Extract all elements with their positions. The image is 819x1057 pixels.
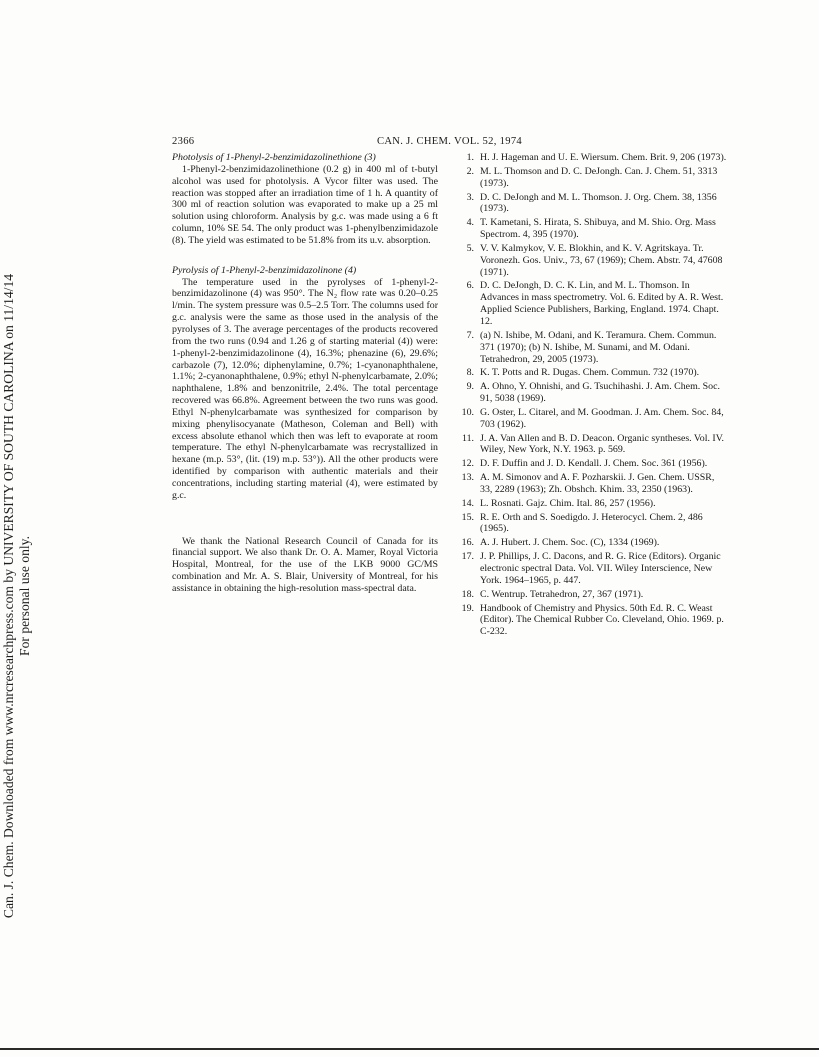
reference-text: A. Ohno, Y. Ohnishi, and G. Tsuchihashi. J. Am. Chem. Soc. 91, 5038 (1969). [480, 381, 720, 405]
reference-number: 6. [466, 280, 474, 292]
reference-item [456, 551, 728, 587]
reference-text: D. C. DeJongh, D. C. K. Lin, and M. L. Thomson. In Advances in mass spectrometry. Vol. 6. Edited by A. R. West. Applied Science Publishers, Barking, England. 1974. Chapt. 12. [480, 280, 724, 327]
reference-text: (a) N. Ishibe, M. Odani, and K. Teramura. Chem. Commun. 371 (1970); (b) N. Ishibe, M. Sunami, and M. Odani. Tetrahedron, 29, 2005 (1973). [480, 329, 717, 365]
reference-item [456, 603, 728, 639]
reference-item [456, 458, 728, 470]
reference-text: K. T. Potts and R. Dugas. Chem. Commun. 732 (1970). [480, 367, 700, 379]
reference-text: H. J. Hageman and U. E. Wiersum. Chem. Brit. 9, 206 (1973). [480, 152, 727, 163]
reference-text: J. P. Phillips, J. C. Dacons, and R. G. Rice (Editors). Organic electronic spectral Data. Vol. VII. Wiley Interscience, New York. 1964–1965, p. 447. [480, 551, 721, 586]
reference-number: 11. [462, 432, 474, 444]
page-number: 2366 [172, 136, 195, 147]
scan-edge-line [0, 1048, 819, 1050]
reference-item [456, 537, 728, 549]
download-notice-line2: For personal use only. [17, 536, 32, 656]
reference-item [456, 512, 728, 536]
reference-item [456, 280, 728, 327]
reference-number: 9. [466, 381, 474, 393]
reference-text: G. Oster, L. Citarel, and M. Goodman. J. Am. Chem. Soc. 84, 703 (1962). [480, 406, 724, 430]
reference-text: T. Kametani, S. Hirata, S. Shibuya, and M. Shio. Org. Mass Spectrom. 4, 395 (1970). [480, 217, 716, 241]
reference-text: D. C. DeJongh and M. L. Thomson. J. Org. Chem. 38, 1356 (1973). [480, 191, 717, 215]
download-notice [1, 166, 35, 1026]
reference-item [456, 217, 728, 241]
reference-text: R. E. Orth and S. Soedigdo. J. Heterocycl. Chem. 2, 486 (1965). [480, 511, 703, 535]
reference-item [456, 330, 728, 366]
reference-item [456, 472, 728, 496]
left-column [172, 152, 438, 595]
reference-item [456, 192, 728, 216]
download-notice-line1: Can. J. Chem. Downloaded from www.nrcresearchpress.com by UNIVERSITY OF SOUTH CAROLINA on 11/14/14 [1, 273, 16, 919]
reference-text: D. F. Duffin and J. D. Kendall. J. Chem. Soc. 361 (1956). [480, 458, 708, 470]
paragraph-acknowledgement: We thank the National Research Council of Canada for its financial support. We also thank Dr. O. A. Mamer, Royal Victoria Hospital, Montreal, for the use of the LKB 9000 GC/MS combination and Mr. A. S. Blair, University of Montreal, for his assistance in obtaining the high-resolution mass-spectral data. [172, 535, 438, 594]
reference-item [456, 498, 728, 510]
reference-number: 3. [466, 191, 474, 203]
reference-item [456, 243, 728, 279]
running-header [172, 136, 727, 152]
reference-text: C. Wentrup. Tetrahedron, 27, 367 (1971). [480, 588, 644, 600]
references-list [456, 152, 728, 640]
reference-item [456, 152, 728, 164]
reference-text: V. V. Kalmykov, V. E. Blokhin, and K. V. Agritskaya. Tr. Voronezh. Gos. Univ., 73, 67 (1969); Chem. Abstr. 74, 47608 (1971). [480, 242, 723, 278]
section-heading-photolysis: Photolysis of 1-Phenyl-2-benzimidazolinethione (3) [172, 152, 376, 163]
reference-item [456, 381, 728, 405]
reference-item [456, 433, 728, 457]
reference-number: 17. [461, 551, 474, 563]
reference-text: A. J. Hubert. J. Chem. Soc. (C), 1334 (1969). [480, 537, 660, 549]
reference-item [456, 407, 728, 431]
reference-number: 5. [466, 242, 474, 254]
journal-citation: CAN. J. CHEM. VOL. 52, 1974 [376, 136, 523, 147]
paragraph-pyrolysis: The temperature used in the pyrolyses of 1-phenyl-2-benzimidazolinone (4) was 950°. The N₂ flow rate was 0.20–0.25 l/min. The system pressure was 0.5–2.5 Torr. The columns used for g.c. analysis were the same as those used in the analysis of the pyrolyses of 3. The average percentages of the products recovered from the two runs (0.94 and 1.26 g of starting material (4)) were: 1-phenyl-2-benzimidazolinone (4), 16.3%; phenazine (6), 29.6%; carbazole (7), 12.0%; diphenylamine, 0.7%; 1-cyanonaphthalene, 1.1%; 2-cyanonaphthalene, 0.9%; ethyl N-phenylcarbamate, 2.0%; naphthalene, 1.8% and benzonitrile, 2.4%. The total percentage recovered was 66.8%. Agreement between the two runs was good. Ethyl N-phenylcarbamate was synthesized for comparison by mixing phenylisocyanate (Matheson, Coleman and Bell) with excess absolute ethanol which then was left to evaporate at room temperature. The ethyl N-phenylcarbamate was recrystallized in hexane (m.p. 53°, (lit. (19) m.p. 53°)). All the other products were identified by comparison with authentic materials and their concentrations, including starting material (4), were estimated by g.c. [172, 276, 438, 501]
reference-number: 10. [461, 406, 474, 418]
reference-number: 15. [461, 511, 474, 523]
reference-text: A. M. Simonov and A. F. Pozharskii. J. Gen. Chem. USSR, 33, 2289 (1963); Zh. Obshch. Khim. 33, 2350 (1963). [480, 472, 715, 495]
reference-number: 18. [461, 588, 474, 600]
reference-item [456, 367, 728, 379]
reference-number: 13. [461, 472, 474, 484]
section-heading-pyrolysis: Pyrolysis of 1-Phenyl-2-benzimidazolinone (4) [172, 264, 357, 276]
reference-number: 14. [461, 497, 474, 509]
paragraph-photolysis: 1-Phenyl-2-benzimidazolinethione (0.2 g) in 400 ml of t-butyl alcohol was used for photolysis. A Vycor filter was used. The reaction was stopped after an irradiation time of 1 h. A quantity of 300 ml of reaction solution was evaporated to make up a 25 ml solution using chloroform. Analysis by g.c. was made using a 6 ft column, 10% SE 54. The only product was 1-phenylbenzimidazole (8). The yield was estimated to be 51.8% from its u.v. absorption. [172, 163, 438, 246]
reference-number: 8. [466, 367, 474, 379]
reference-text: L. Rosnati. Gajz. Chim. Ital. 86, 257 (1956). [480, 497, 656, 509]
reference-number: 1. [466, 152, 474, 163]
reference-item [456, 166, 728, 190]
reference-text: Handbook of Chemistry and Physics. 50th Ed. R. C. Weast (Editor). The Chemical Rubber Co. Cleveland, Ohio. 1969. p. C-232. [480, 602, 724, 638]
reference-number: 4. [466, 217, 474, 229]
reference-number: 16. [461, 537, 474, 549]
reference-number: 2. [466, 165, 474, 177]
reference-text: M. L. Thomson and D. C. DeJongh. Can. J. Chem. 51, 3313 (1973). [480, 165, 718, 189]
reference-text: J. A. Van Allen and B. D. Deacon. Organic syntheses. Vol. IV. Wiley, New York, N.Y. 1963. p. 569. [480, 432, 725, 456]
reference-item [456, 589, 728, 601]
reference-number: 19. [461, 602, 474, 614]
reference-number: 12. [461, 458, 474, 470]
reference-number: 7. [466, 329, 474, 341]
